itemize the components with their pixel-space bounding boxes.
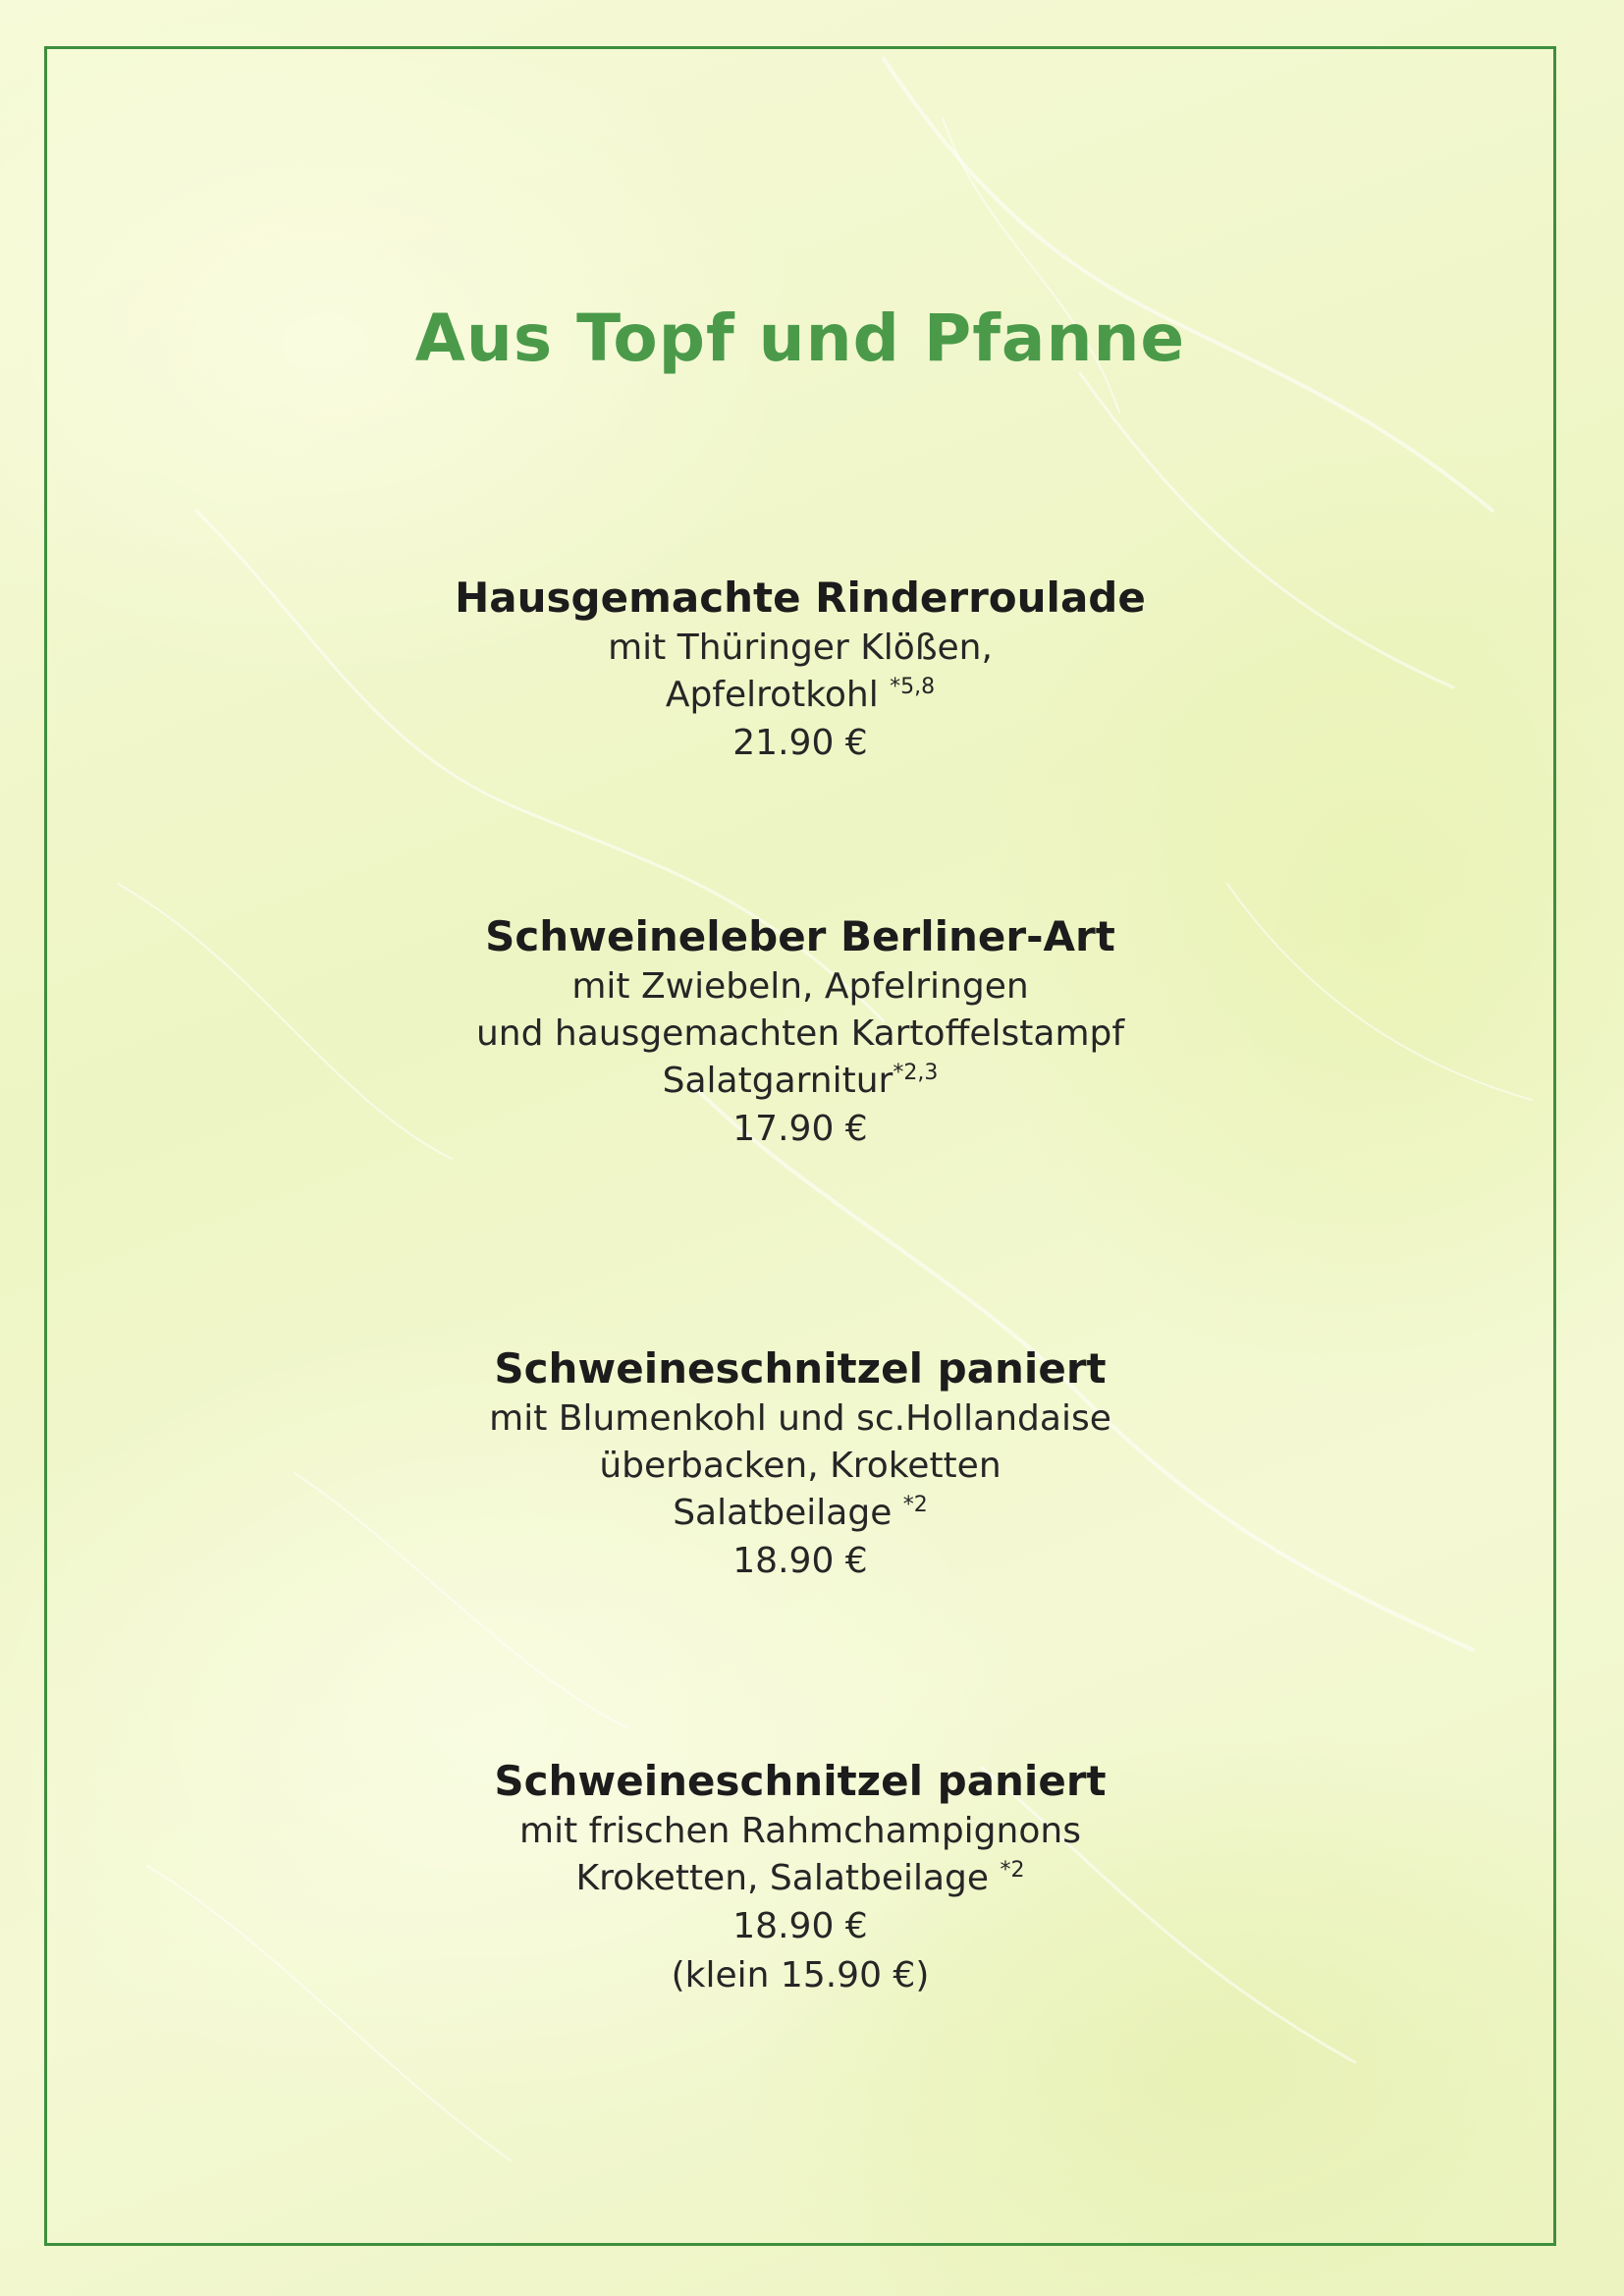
dish-price: 18.90 €: [732, 1541, 868, 1581]
menu-item-rinderroulade: [44, 572, 1556, 768]
dish-description-line: mit Zwiebeln, Apfelringen: [571, 966, 1029, 1007]
dish-description-line: überbacken, Kroketten: [599, 1446, 1001, 1486]
allergen-note: *2,3: [893, 1061, 939, 1085]
dish-price: 18.90 €: [732, 1906, 868, 1946]
dish-description-line: mit Thüringer Klößen,: [608, 628, 993, 668]
dish-description-line: mit Blumenkohl und sc.Hollandaise: [489, 1398, 1111, 1439]
dish-description-line: Kroketten, Salatbeilage $^{*2}$: [575, 1858, 1025, 1898]
dish-description-line: Salatgarnitur$^{*2,3}$: [662, 1061, 939, 1101]
dish-description-line: Apfelrotkohl $^{*5,8}$: [665, 675, 936, 715]
menu-item-schweineleber: [44, 910, 1556, 1154]
allergen-note: *5,8: [890, 675, 936, 699]
dish-description-line: und hausgemachten Kartoffelstampf: [475, 1013, 1125, 1054]
dish-price: 21.90 €: [732, 723, 868, 763]
menu-item-schnitzel-blumenkohl: [44, 1342, 1556, 1586]
dish-name: Hausgemachte Rinderroulade: [455, 574, 1146, 622]
allergen-note: *2: [1000, 1858, 1025, 1883]
dish-description-line: Salatbeilage $^{*2}$: [673, 1493, 928, 1533]
dish-small-price: (klein 15.90 €): [671, 1955, 930, 1995]
page-title: Aus Topf und Pfanne: [414, 301, 1186, 376]
dish-description-line: mit frischen Rahmchampignons: [519, 1811, 1081, 1851]
dish-name: Schweineleber Berliner-Art: [485, 912, 1115, 960]
dish-name: Schweineschnitzel paniert: [494, 1757, 1107, 1805]
menu-item-schnitzel-champignons: [44, 1755, 1556, 2000]
dish-price: 17.90 €: [732, 1109, 868, 1149]
dish-name: Schweineschnitzel paniert: [494, 1344, 1107, 1393]
allergen-note: *2: [902, 1493, 928, 1517]
